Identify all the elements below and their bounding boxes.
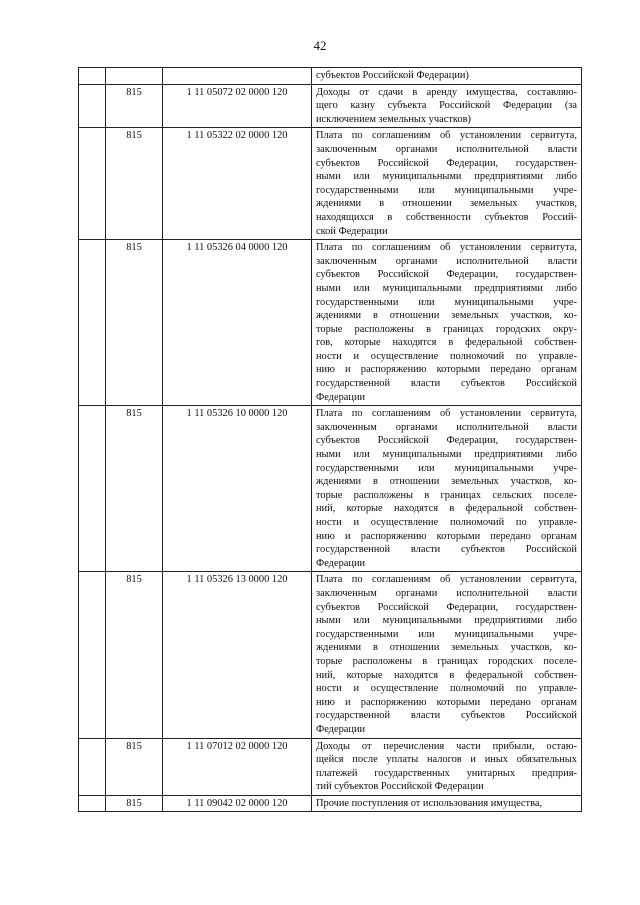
description-cell xyxy=(312,406,582,572)
table-row xyxy=(79,84,582,128)
admin-code-cell: 815 xyxy=(106,406,163,572)
description-line: Прочие поступления от использования имущества, xyxy=(316,797,543,809)
table-body xyxy=(79,68,582,812)
admin-code-cell: 815 xyxy=(106,128,163,240)
budget-code-cell: 1 11 05322 02 0000 120 xyxy=(163,128,312,240)
description-line: гов, которые находятся в федеральной собствен- xyxy=(316,337,577,349)
description-line: ными или муниципальными предприятиями либо xyxy=(316,449,577,461)
description-line: государственной власти субъектов Российской xyxy=(316,544,577,556)
admin-code-cell: 815 xyxy=(106,84,163,128)
description-line: исключением земельных участков) xyxy=(316,113,471,125)
description-line: государственной власти субъектов Российской xyxy=(316,378,577,390)
budget-code-cell: 1 11 05326 10 0000 120 xyxy=(163,406,312,572)
description-line: нию и распоряжению которыми передано органам xyxy=(316,364,577,376)
description-line: щего казну субъекта Российской Федерации (за xyxy=(316,100,577,112)
description-line: Плата по соглашениям об установлении сервитута, xyxy=(316,408,577,420)
description-line: государственными или муниципальными учре- xyxy=(316,184,577,196)
description-line: государственными или муниципальными учре- xyxy=(316,628,577,640)
table-row xyxy=(79,795,582,812)
description-line: субъектов Российской Федерации, государствен- xyxy=(316,435,577,447)
description-line: Доходы от сдачи в аренду имущества, составляю- xyxy=(316,86,577,98)
description-line: ской Федерации xyxy=(316,225,388,237)
budget-code-cell: 1 11 05326 04 0000 120 xyxy=(163,240,312,406)
budget-code-cell: 1 11 05326 13 0000 120 xyxy=(163,572,312,738)
description-line: субъектов Российской Федерации, государствен- xyxy=(316,601,577,613)
budget-code-cell xyxy=(163,68,312,85)
description-line: субъектов Российской Федерации, государствен- xyxy=(316,157,577,169)
description-line: Доходы от перечисления части прибыли, остаю- xyxy=(316,740,577,752)
description-line: торые расположены в границах городских окру- xyxy=(316,323,577,335)
description-line: ждениями в отношении земельных участков, ко- xyxy=(316,310,577,322)
budget-code-cell: 1 11 09042 02 0000 120 xyxy=(163,795,312,812)
description-line: тий субъектов Российской Федерации xyxy=(316,781,484,793)
revenue-codes-table xyxy=(78,67,582,812)
description-line: Федерации xyxy=(316,391,366,403)
description-line: Федерации xyxy=(316,557,366,569)
description-line: субъектов Российской Федерации) xyxy=(316,70,469,81)
admin-code-cell: 815 xyxy=(106,795,163,812)
page-number: 42 xyxy=(313,38,327,53)
description-line: ными или муниципальными предприятиями либо xyxy=(316,282,577,294)
admin-code-cell: 815 xyxy=(106,738,163,795)
table-row xyxy=(79,240,582,406)
description-line: ний, которые находятся в федеральной собствен- xyxy=(316,669,577,681)
description-line: Плата по соглашениям об установлении сервитута, xyxy=(316,574,577,586)
row-marker-cell xyxy=(79,68,106,85)
description-cell xyxy=(312,128,582,240)
description-line: ности и осуществление полномочий по управле- xyxy=(316,517,577,528)
description-line: ждениями в отношении земельных участков, ко- xyxy=(316,642,577,654)
description-line: ными или муниципальными предприятиями либо xyxy=(316,171,577,183)
description-line: государственной власти субъектов Российской xyxy=(316,710,577,722)
table-row xyxy=(79,128,582,240)
description-line: Плата по соглашениям об установлении сервитута, xyxy=(316,130,577,142)
row-marker-cell xyxy=(79,240,106,406)
description-line: государственными или муниципальными учре- xyxy=(316,462,577,474)
description-line: платежей государственных унитарных предприя- xyxy=(316,767,577,779)
table-row xyxy=(79,68,582,85)
description-line: заключенным органами исполнительной власти xyxy=(316,143,577,155)
description-line: заключенным органами исполнительной власти xyxy=(316,421,577,433)
description-line: субъектов Российской Федерации, государствен- xyxy=(316,269,577,281)
description-line: находящихся в собственности субъектов Россий- xyxy=(316,211,577,223)
row-marker-cell xyxy=(79,84,106,128)
description-cell xyxy=(312,84,582,128)
table-row xyxy=(79,738,582,795)
budget-code-cell: 1 11 07012 02 0000 120 xyxy=(163,738,312,795)
description-line: государственными или муниципальными учре- xyxy=(316,296,577,308)
row-marker-cell xyxy=(79,738,106,795)
description-cell xyxy=(312,572,582,738)
description-line: Плата по соглашениям об установлении сервитута, xyxy=(316,242,577,254)
description-line: нию и распоряжению которыми передано органам xyxy=(316,696,577,708)
admin-code-cell: 815 xyxy=(106,572,163,738)
description-line: торые расположены в границах городских поселе- xyxy=(316,655,577,667)
description-line: заключенным органами исполнительной власти xyxy=(316,255,577,267)
admin-code-cell xyxy=(106,68,163,85)
description-cell xyxy=(312,738,582,795)
description-line: щейся после уплаты налогов и иных обязательных xyxy=(316,754,577,766)
description-line: ности и осуществление полномочий по управле- xyxy=(316,350,577,362)
description-line: нию и распоряжению которыми передано органам xyxy=(316,530,577,542)
row-marker-cell xyxy=(79,128,106,240)
description-line: ждениями в отношении земельных участков, xyxy=(316,198,577,210)
table-row xyxy=(79,572,582,738)
description-line: Федерации xyxy=(316,723,366,735)
description-cell xyxy=(312,68,582,85)
budget-code-cell: 1 11 05072 02 0000 120 xyxy=(163,84,312,128)
description-line: ний, которые находятся в федеральной собствен- xyxy=(316,503,577,515)
description-line: ности и осуществление полномочий по управле- xyxy=(316,683,577,695)
description-line: заключенным органами исполнительной власти xyxy=(316,587,577,599)
admin-code-cell: 815 xyxy=(106,240,163,406)
description-line: ждениями в отношении земельных участков, ко- xyxy=(316,476,577,488)
description-cell xyxy=(312,795,582,812)
row-marker-cell xyxy=(79,795,106,812)
description-line: ными или муниципальными предприятиями либо xyxy=(316,615,577,627)
table-row xyxy=(79,406,582,572)
description-line: торые расположены в границах сельских поселе- xyxy=(316,489,577,501)
row-marker-cell xyxy=(79,572,106,738)
row-marker-cell xyxy=(79,406,106,572)
description-cell xyxy=(312,240,582,406)
